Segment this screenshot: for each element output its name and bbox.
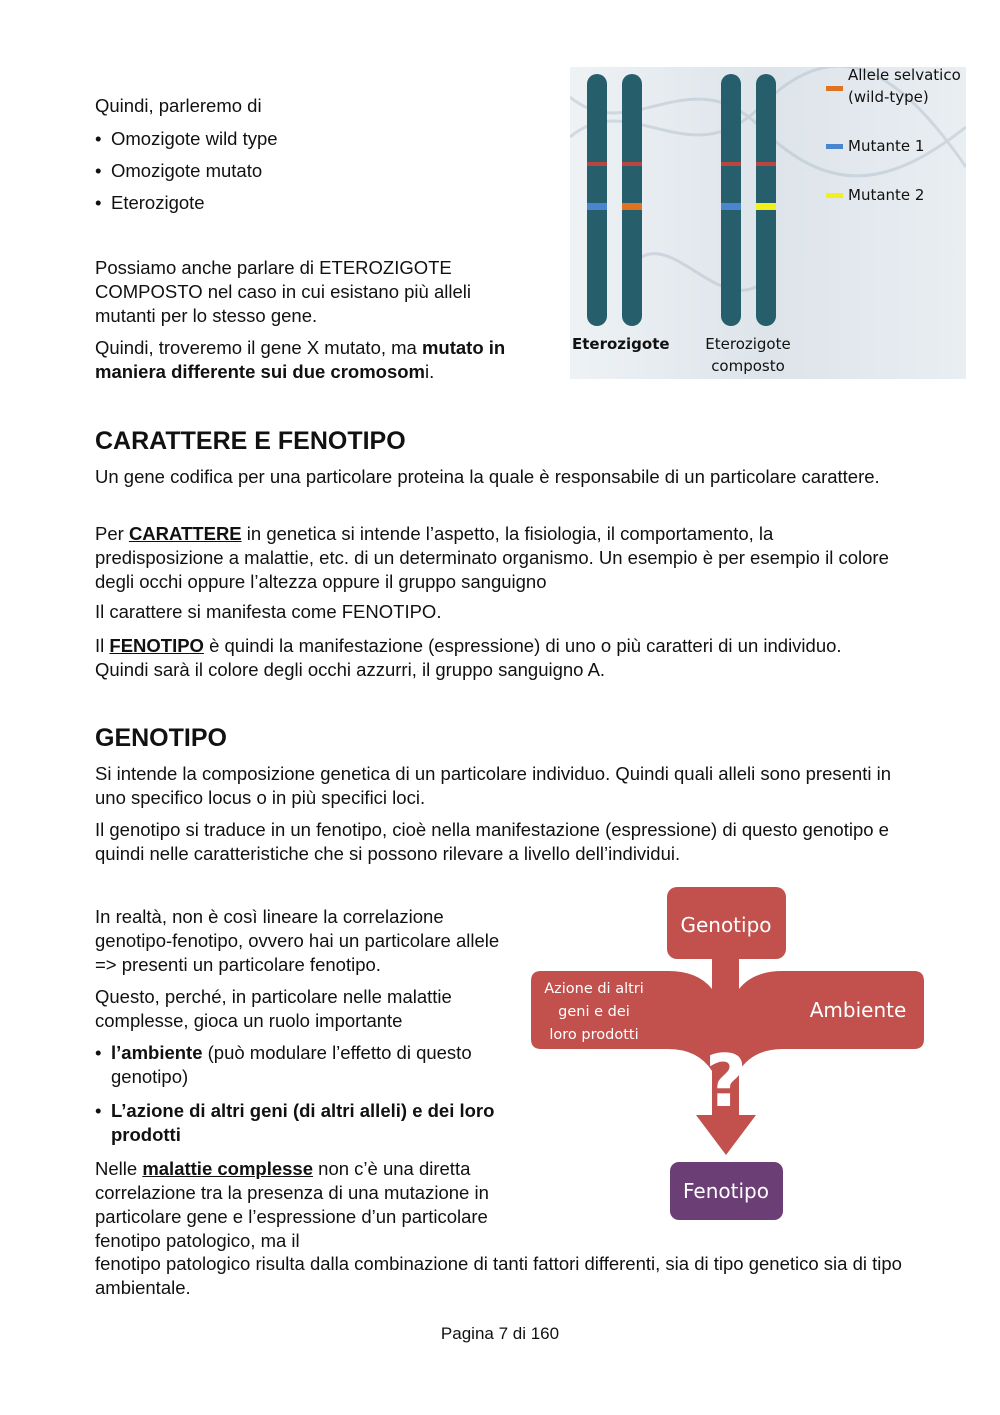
paragraph: Un gene codifica per una particolare proteina la quale è responsabile di un particolare carattere. [95,466,880,487]
label-compound-2: composto [711,357,785,375]
key-term: malattie complesse [142,1158,314,1179]
question-mark: ? [705,1039,747,1123]
text-run: (può modulare l’effetto di questo genotipo) [111,1042,472,1087]
section-title: GENOTIPO [95,724,227,752]
allele-mutant2-band [756,203,776,210]
centromere-band [622,162,642,166]
azione-label-3: loro prodotti [549,1027,639,1043]
fenotipo-label: Fenotipo [683,1179,769,1203]
genotype-phenotype-diagram [528,885,926,1223]
paragraph: In realtà, non è così lineare la correlazione genotipo-fenotipo, ovvero hai un particolare allele => presenti un particolare fenotipo. [95,906,500,975]
paragraph: fenotipo patologico risulta dalla combinazione di tanti fattori differenti, sia di tipo genetico sia di tipo ambientale. [95,1253,902,1298]
genotipo-label: Genotipo [680,913,772,937]
bold-text: l’ambiente [111,1042,203,1063]
page-number: Pagina 7 di 160 [440,1324,560,1343]
ambiente-label: Ambiente [809,998,907,1022]
allele-mutant1-band [587,203,607,210]
allele-wild-band [622,203,642,210]
intro-paragraph-2 [95,336,560,384]
text-run: Il [95,635,110,656]
label-compound-1: Eterozigote [705,335,791,353]
intro-lead: Quindi, parleremo di [95,95,262,116]
text-run: i. [425,361,435,382]
bullet-text: Eterozigote [111,192,205,213]
text-run: in genetica si intende l’aspetto, la fisiologia, il comportamento, la predisposizione a malattie, etc. di un determinato organismo. Un esempio è per esempio il colore degli occhi oppure l’altezza oppure il gruppo sanguigno [95,523,889,592]
paragraph [95,1157,507,1253]
centromere-band [587,162,607,166]
text-run: Quindi, troveremo il gene X mutato, ma [95,337,422,358]
centromere-band [756,162,776,166]
paragraph: Si intende la composizione genetica di un particolare individuo. Quindi quali alleli sono presenti in uno specifico locus o in più specifici loci. [95,763,891,808]
text-run: Per [95,523,129,544]
section-title: CARATTERE E FENOTIPO [95,427,406,455]
text-run: Nelle [95,1158,143,1179]
legend-mutant1-swatch [826,144,843,149]
intro-paragraph: Possiamo anche parlare di ETEROZIGOTE COMPOSTO nel caso in cui esistano più alleli mutanti per lo stesso gene. [95,257,471,326]
bullet-text: Omozigote wild type [111,128,278,149]
chromosome [756,74,776,326]
key-term: FENOTIPO [109,635,204,656]
paragraph: Il carattere si manifesta come FENOTIPO. [95,601,442,622]
bullet-text: Omozigote mutato [111,160,263,181]
key-term: CARATTERE [128,523,242,544]
connector [712,959,739,989]
legend-mutant1-label: Mutante 1 [848,137,925,155]
azione-label-2: geni e dei [558,1004,630,1020]
bullet-text: L’azione di altri geni (di altri alleli) e dei loro prodotti [111,1100,495,1145]
legend-mutant2-swatch [826,193,843,198]
paragraph [95,634,895,682]
label-heterozygote: Eterozigote [572,335,670,353]
legend-wild-swatch [826,86,843,91]
bullet-text [111,1041,491,1089]
chromosome [721,74,741,326]
azione-label-1: Azione di altri [544,981,644,997]
paragraph [95,522,900,594]
bold-text: mutato in maniera differente sui due cromosom [95,337,506,382]
paragraph: Il genotipo si traduce in un fenotipo, cioè nella manifestazione (espressione) di questo genotipo e quindi nelle caratteristiche che si possono rilevare a livello dell’individui. [95,819,889,864]
legend-wild-label-2: (wild-type) [848,88,929,106]
allele-mutant1-band [721,203,741,210]
legend-mutant2-label: Mutante 2 [848,186,925,204]
chromosome [587,74,607,326]
legend-wild-label: Allele selvatico [848,67,961,84]
centromere-band [721,162,741,166]
paragraph: Questo, perché, in particolare nelle malattie complesse, gioca un ruolo importante [95,986,452,1031]
text-run: non c’è una diretta correlazione tra la presenza di una mutazione in particolare gene e l’espressione d’un particolare fenotipo patologico, ma il [95,1158,489,1251]
chromosome [622,74,642,326]
text-run: è quindi la manifestazione (espressione) di uno o più caratteri di un individuo. Quindi sarà il colore degli occhi azzurri, il gruppo sanguigno A. [95,635,842,680]
chromosome-figure [570,67,966,379]
